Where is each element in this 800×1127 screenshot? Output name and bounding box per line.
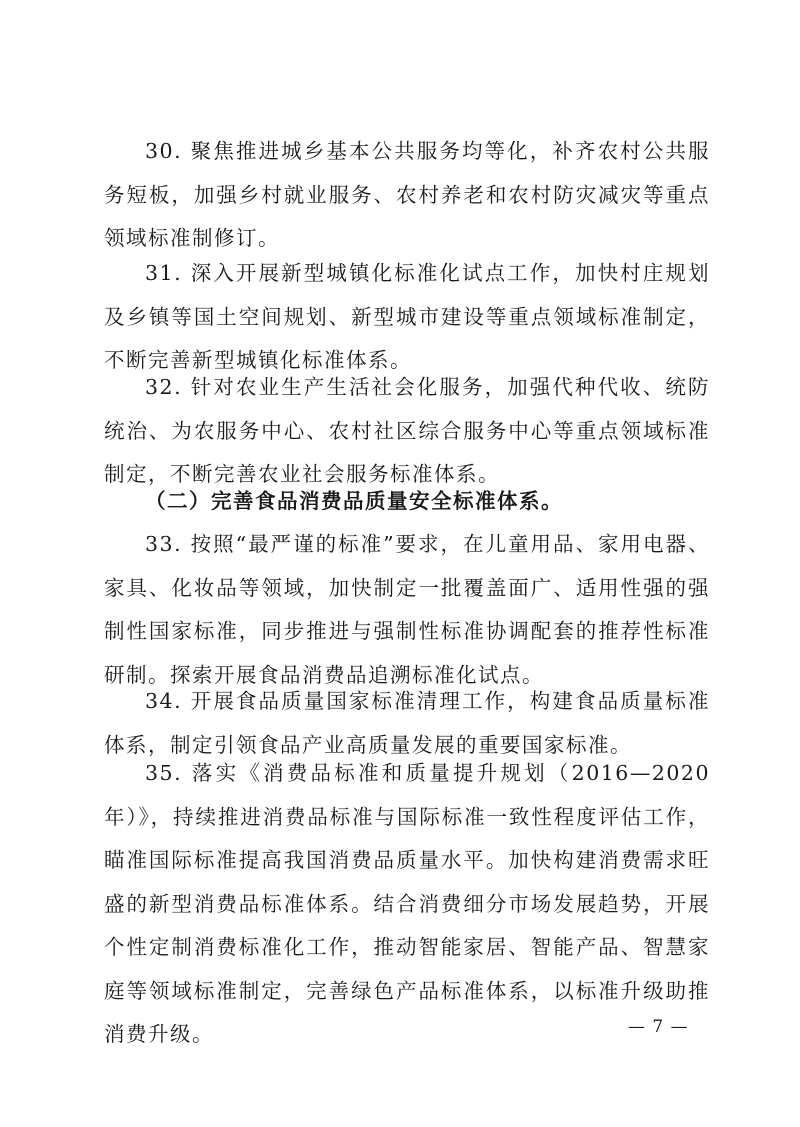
paragraph-34: 34. 开展食品质量国家标准清理工作，构建食品质量标准体系，制定引领食品产业高质量发展的重要国家标准。	[104, 689, 710, 757]
section-heading: （二）完善食品消费品质量安全标准体系。	[145, 489, 563, 513]
paragraph-31: 31. 深入开展新型城镇化标准化试点工作，加快村庄规划及乡镇等国土空间规划、新型城市建设等重点领域标准制定，不断完善新型城镇化标准体系。	[104, 261, 710, 372]
paragraph-32: 32. 针对农业生产生活社会化服务，加强代种代收、统防统治、为农服务中心、农村社区综合服务中心等重点领域标准制定，不断完善农业社会服务标准体系。	[104, 375, 710, 486]
paragraph-33: 33. 按照“最严谨的标准”要求，在儿童用品、家用电器、家具、化妆品等领域，加快制定一批覆盖面广、适用性强的强制性国家标准，同步推进与强制性标准协调配套的推荐性标准研制。探索开展食品消费品追溯标准化试点。	[104, 532, 710, 687]
paragraph-30: 30. 聚焦推进城乡基本公共服务均等化，补齐农村公共服务短板，加强乡村就业服务、农村养老和农村防灾减灾等重点领域标准制修订。	[104, 139, 710, 250]
paragraph-35: 35. 落实《消费品标准和质量提升规划（2016—2020年）》，持续推进消费品标准与国际标准一致性程度评估工作，瞄准国际标准提高我国消费品质量水平。加快构建消费需求旺盛的新型消费品标准体系。结合消费细分市场发展趋势，开展个性定制消费标准化工作，推动智能家居、智能产品、智慧家庭等领域标准制定，完善绿色产品标准体系，以标准升级助推消费升级。	[104, 761, 710, 1046]
page-number: — 7 —	[628, 1017, 689, 1037]
